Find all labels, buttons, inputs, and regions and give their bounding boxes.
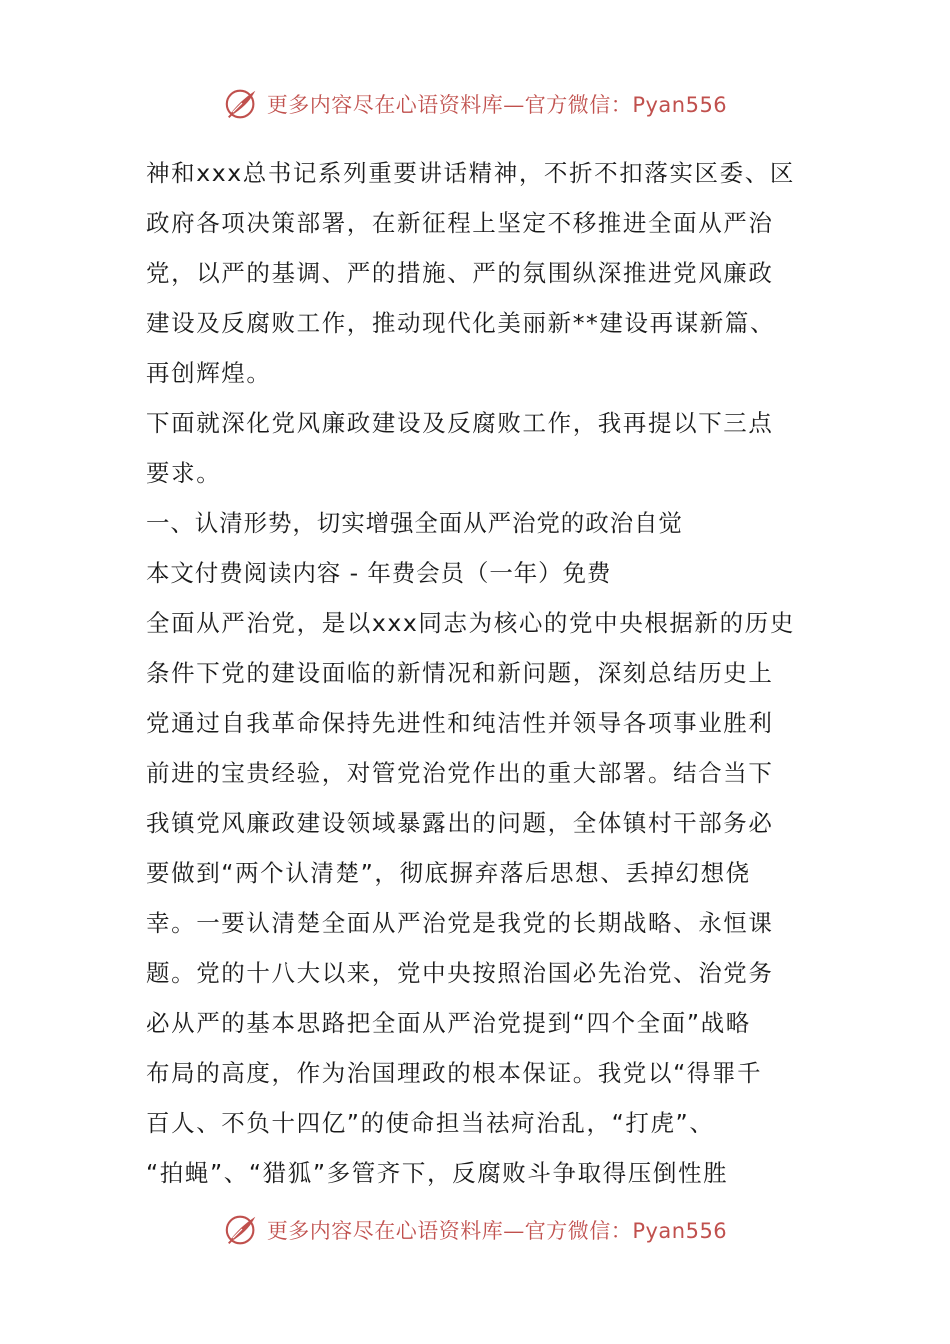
text-line: 下面就深化党风廉政建设及反腐败工作，我再提以下三点 (146, 409, 774, 437)
document-body (146, 148, 810, 1198)
quill-pen-logo-icon (223, 85, 261, 123)
text-line: 党通过自我革命保持先进性和纯洁性并领导各项事业胜利 (146, 709, 774, 737)
watermark-text: 更多内容尽在心语资料库—官方微信：Pyan556 (266, 1219, 728, 1243)
text-line: 党，以严的基调、严的措施、严的氛围纵深推进党风廉政 (146, 259, 774, 287)
text-line: 我镇党风廉政建设领域暴露出的问题，全体镇村干部务必 (146, 809, 774, 837)
text-line: 幸。一要认清楚全面从严治党是我党的长期战略、永恒课 (146, 909, 774, 937)
text-line: 要做到“两个认清楚”，彻底摒弃落后思想、丢掉幻想侥 (146, 859, 751, 887)
text-line: 建设及反腐败工作，推动现代化美丽新**建设再谋新篇、 (146, 309, 776, 337)
text-line: “拍蝇”、“猎狐”多管齐下，反腐败斗争取得压倒性胜 (146, 1159, 729, 1187)
footer-watermark (0, 1210, 950, 1250)
text-line: 政府各项决策部署，在新征程上坚定不移推进全面从严治 (146, 209, 774, 237)
text-line: 条件下党的建设面临的新情况和新问题，深刻总结历史上 (146, 659, 774, 687)
text-line: 前进的宝贵经验，对管党治党作出的重大部署。结合当下 (146, 759, 774, 787)
text-line: 全面从严治党，是以xxx同志为核心的党中央根据新的历史 (146, 609, 795, 637)
text-line: 再创辉煌。 (146, 359, 272, 387)
header-watermark (0, 84, 950, 124)
text-line: 百人、不负十四亿”的使命担当祛疴治乱，“打虎”、 (146, 1109, 715, 1137)
paywall-notice: 本文付费阅读内容 - 年费会员（一年）免费 (146, 559, 612, 587)
text-line: 题。党的十八大以来，党中央按照治国必先治党、治党务 (146, 959, 774, 987)
text-line: 神和xxx总书记系列重要讲话精神，不折不扣落实区委、区 (146, 159, 795, 187)
quill-pen-logo-icon (223, 1211, 261, 1249)
section-heading: 一、认清形势，切实增强全面从严治党的政治自觉 (146, 509, 683, 537)
text-line: 必从严的基本思路把全面从严治党提到“四个全面”战略 (146, 1009, 751, 1037)
watermark-text: 更多内容尽在心语资料库—官方微信：Pyan556 (266, 93, 728, 117)
text-line: 布局的高度，作为治国理政的根本保证。我党以“得罪千 (146, 1059, 763, 1087)
text-line: 要求。 (146, 459, 222, 487)
